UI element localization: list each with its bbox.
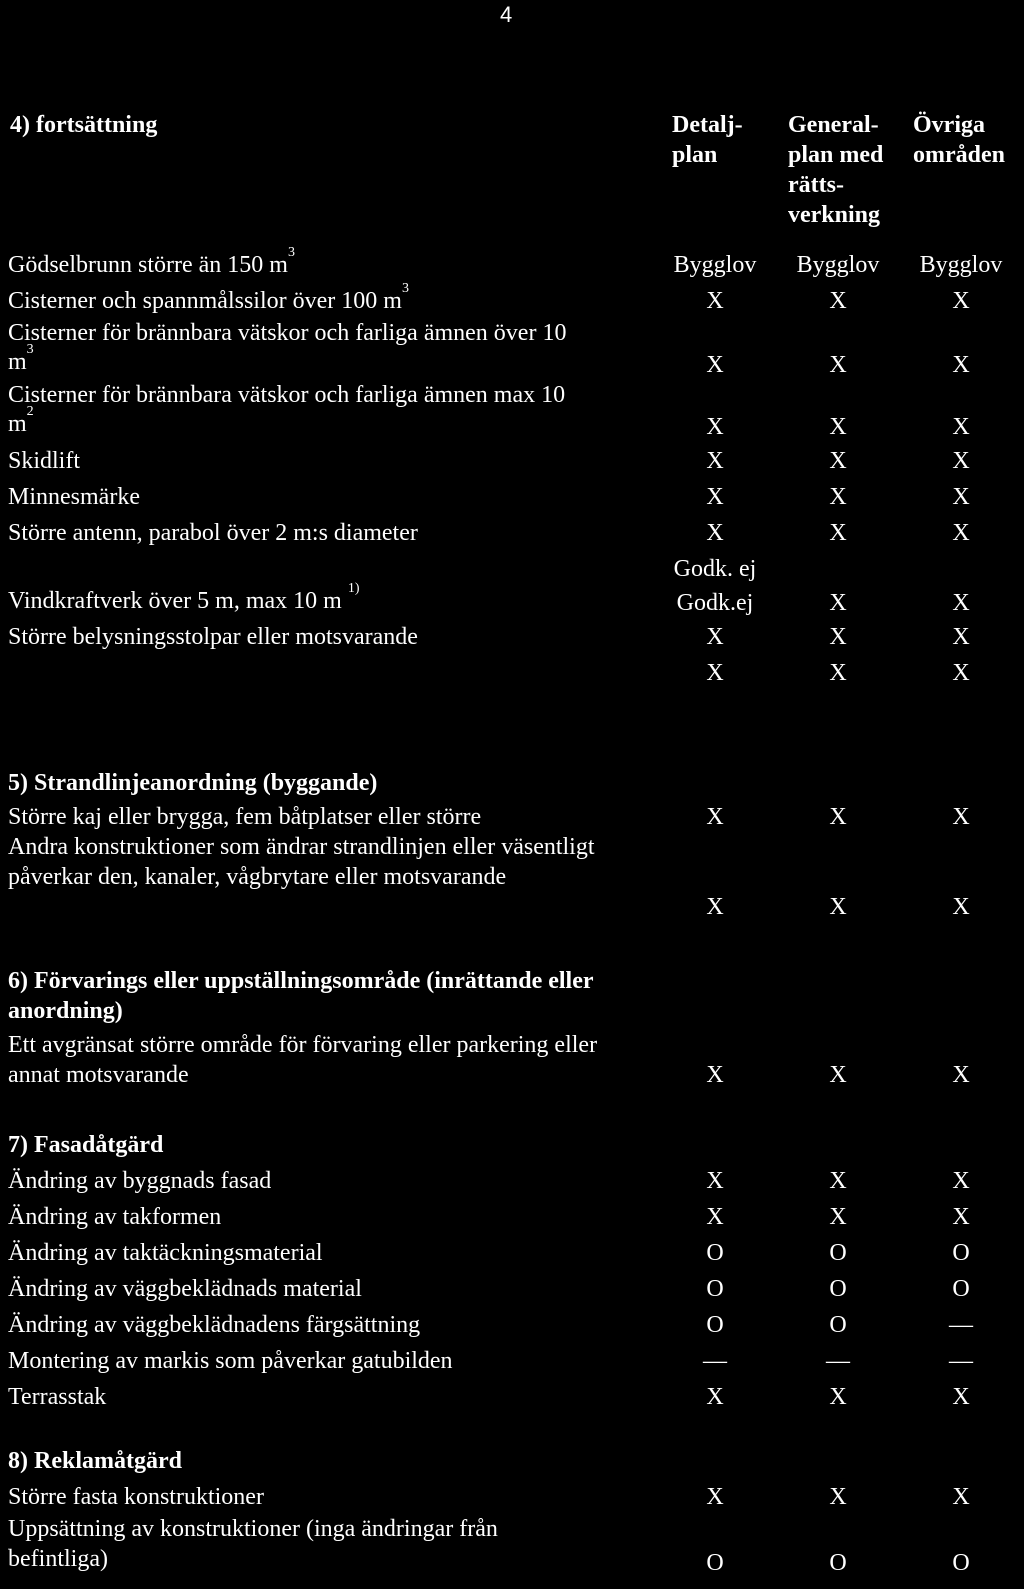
cell: X bbox=[706, 484, 724, 510]
cell: Bygglov bbox=[796, 252, 880, 278]
cell: X bbox=[706, 1204, 724, 1230]
cell: X bbox=[952, 520, 970, 546]
cell: — bbox=[949, 1348, 973, 1374]
cell: — bbox=[703, 1348, 727, 1374]
cell: O bbox=[952, 1276, 970, 1302]
section-title: 8) Reklamåtgärd bbox=[8, 1448, 182, 1474]
cell: O bbox=[706, 1550, 724, 1576]
cell: X bbox=[829, 414, 847, 440]
cell: X bbox=[706, 624, 724, 650]
page-number: 4 bbox=[500, 2, 513, 27]
cell: X bbox=[952, 414, 970, 440]
section-title: 6) Förvarings eller uppställningsområde (inrättande eller anordning) bbox=[8, 968, 594, 1024]
row-label: Större kaj eller brygga, fem båtplatser eller större bbox=[8, 804, 482, 830]
cell: X bbox=[952, 484, 970, 510]
cell: X bbox=[829, 1484, 847, 1510]
row-label: Gödselbrunn större än 150 $m^3$ bbox=[8, 245, 295, 278]
cell: O bbox=[706, 1276, 724, 1302]
row-label: Uppsättning av konstruktioner (inga ändringar från befintliga) bbox=[8, 1516, 498, 1572]
cell: X bbox=[829, 352, 847, 378]
cell: X bbox=[952, 1204, 970, 1230]
cell: X bbox=[706, 352, 724, 378]
row-label: Större belysningsstolpar eller motsvarande bbox=[8, 624, 418, 650]
cell: — bbox=[826, 1348, 850, 1374]
section-title: 5) Strandlinjeanordning (byggande) bbox=[8, 770, 378, 796]
cell: X bbox=[952, 894, 970, 920]
cell: X bbox=[706, 520, 724, 546]
cell: X bbox=[706, 1384, 724, 1410]
cell: O bbox=[829, 1550, 847, 1576]
row-label: Montering av markis som påverkar gatubilden bbox=[8, 1348, 453, 1374]
row-label: Cisterner för brännbara vätskor och farliga ämnen max 10 bbox=[8, 382, 566, 408]
cell: X bbox=[952, 1062, 970, 1088]
cell: X bbox=[952, 448, 970, 474]
column-header-ovriga: Övriga områden bbox=[913, 112, 1005, 168]
cell: X bbox=[829, 1204, 847, 1230]
row-label: Andra konstruktioner som ändrar strandlinjen eller väsentligt påverkar den, kanaler, vågbrytare eller motsvarande bbox=[8, 834, 595, 890]
row-label: Cisterner för brännbara vätskor och farliga ämnen över 10 bbox=[8, 320, 567, 346]
row-label: Ändring av byggnads fasad bbox=[8, 1168, 272, 1194]
cell: X bbox=[829, 448, 847, 474]
cell: O bbox=[829, 1276, 847, 1302]
cell: X bbox=[952, 288, 970, 314]
cell: O bbox=[706, 1240, 724, 1266]
cell: X bbox=[706, 660, 724, 686]
row-label: Ändring av väggbeklädnadens färgsättning bbox=[8, 1312, 421, 1338]
cell: — bbox=[949, 1312, 973, 1338]
section-title: 4) fortsättning bbox=[10, 112, 158, 138]
cell: X bbox=[952, 1384, 970, 1410]
cell: X bbox=[952, 804, 970, 830]
cell: X bbox=[829, 484, 847, 510]
cell: X bbox=[706, 1168, 724, 1194]
cell: X bbox=[829, 1168, 847, 1194]
row-label: Ändring av väggbeklädnads material bbox=[8, 1276, 362, 1302]
cell: X bbox=[829, 660, 847, 686]
cell: Godk. ej bbox=[673, 556, 757, 582]
cell: X bbox=[706, 1484, 724, 1510]
cell: X bbox=[952, 352, 970, 378]
cell: Bygglov bbox=[673, 252, 757, 278]
cell: O bbox=[829, 1312, 847, 1338]
cell: X bbox=[706, 414, 724, 440]
row-label-cont: $m^3$ bbox=[8, 342, 34, 375]
cell: X bbox=[952, 1168, 970, 1194]
row-label: Ändring av taktäckningsmaterial bbox=[8, 1240, 323, 1266]
cell: X bbox=[829, 624, 847, 650]
row-label: Minnesmärke bbox=[8, 484, 140, 510]
section-title: 7) Fasadåtgärd bbox=[8, 1132, 164, 1158]
cell: X bbox=[952, 624, 970, 650]
column-header-generalplan: General- plan med rätts- verkning bbox=[788, 112, 884, 228]
cell: X bbox=[829, 1062, 847, 1088]
cell: X bbox=[706, 448, 724, 474]
cell: X bbox=[829, 520, 847, 546]
row-label: Ett avgränsat större område för förvaring eller parkering eller annat motsvarande bbox=[8, 1032, 598, 1088]
cell: Bygglov bbox=[919, 252, 1003, 278]
column-header-detaljplan: Detalj- plan bbox=[672, 112, 743, 168]
row-label: Skidlift bbox=[8, 448, 81, 474]
cell: X bbox=[829, 1384, 847, 1410]
cell: O bbox=[706, 1312, 724, 1338]
cell: X bbox=[952, 660, 970, 686]
row-label: Terrasstak bbox=[8, 1384, 107, 1410]
row-label: Större antenn, parabol över 2 m:s diameter bbox=[8, 520, 418, 546]
row-label: Ändring av takformen bbox=[8, 1204, 222, 1230]
cell: X bbox=[706, 804, 724, 830]
cell: X bbox=[706, 1062, 724, 1088]
cell: X bbox=[829, 804, 847, 830]
cell: X bbox=[706, 894, 724, 920]
cell: X bbox=[952, 1484, 970, 1510]
cell: X bbox=[952, 590, 970, 616]
row-label: Vindkraftverk över 5 m, max 10 m $^{1)}$ bbox=[8, 581, 360, 614]
row-label: Större fasta konstruktioner bbox=[8, 1484, 264, 1510]
cell: Godk.ej bbox=[676, 590, 754, 616]
cell: X bbox=[829, 894, 847, 920]
row-label-cont: $m^2$ bbox=[8, 404, 34, 437]
row-label: Cisterner och spannmålssilor över 100 $m^3$ bbox=[8, 281, 409, 314]
cell: O bbox=[952, 1240, 970, 1266]
cell: X bbox=[829, 590, 847, 616]
cell: O bbox=[829, 1240, 847, 1266]
cell: X bbox=[829, 288, 847, 314]
cell: O bbox=[952, 1550, 970, 1576]
cell: X bbox=[706, 288, 724, 314]
